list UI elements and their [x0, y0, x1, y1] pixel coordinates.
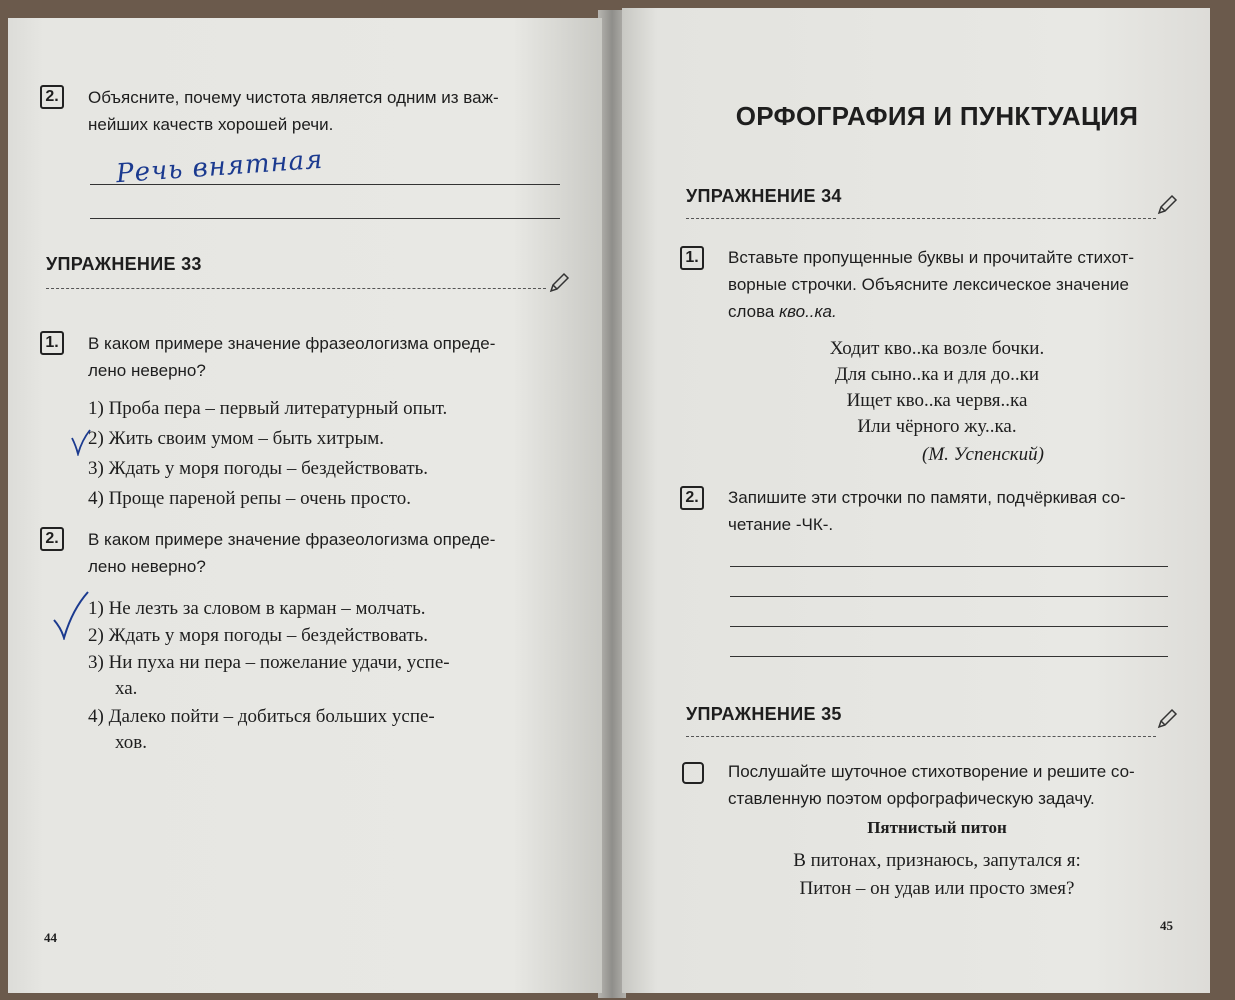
task-text-line: четание -ЧК-.: [728, 515, 834, 534]
page-number: 45: [1160, 918, 1173, 933]
poem: [712, 338, 1162, 442]
poem-line: Ходит кво..ка возле бочки.: [829, 338, 1045, 359]
poem-line: Питон – он удав или просто змея?: [799, 878, 1075, 899]
answer-option[interactable]: 2) Жить своим умом – быть хитрым.: [88, 428, 385, 449]
exercise-34-heading: УПРАЖНЕНИЕ 34: [686, 186, 842, 206]
answer-line[interactable]: [730, 626, 1168, 627]
task-text-line: Послушайте шуточное стихотворение и решите со-: [728, 762, 1135, 781]
heading-divider: [686, 218, 1156, 219]
answer-line[interactable]: [90, 218, 560, 219]
poem-line: В питонах, признаюсь, запутался я:: [793, 850, 1081, 871]
exercise-33-heading: УПРАЖНЕНИЕ 33: [46, 254, 202, 274]
task-text: [728, 244, 1198, 325]
answer-option-continuation: ха.: [115, 678, 138, 699]
answer-option[interactable]: 3) Ждать у моря погоды – бездействовать.: [88, 458, 429, 479]
answer-option[interactable]: 2) Ждать у моря погоды – бездействовать.: [88, 625, 429, 646]
task-text: [88, 330, 588, 384]
task-text-line: Объясните, почему чистота является одним из важ-: [88, 88, 499, 107]
pencil-icon: [548, 272, 570, 294]
check-mark-icon: [70, 428, 92, 456]
answer-option-continuation: хов.: [115, 732, 147, 753]
answer-option[interactable]: 1) Проба пера – первый литературный опыт.: [88, 398, 448, 419]
task-text-line: нейших качеств хорошей речи.: [88, 115, 334, 134]
right-page: [622, 8, 1210, 993]
handwritten-answer: Речь внятная: [115, 144, 325, 190]
answer-option[interactable]: 4) Проще пареной репы – очень просто.: [88, 488, 412, 509]
task-number-badge: 2.: [40, 527, 64, 551]
exercise-35-heading: УПРАЖНЕНИЕ 35: [686, 704, 842, 724]
task-text-line: ворные строчки. Объясните лексическое значение: [728, 275, 1129, 294]
task-text: [88, 84, 588, 138]
task-text: [728, 484, 1198, 538]
task-text-prefix: слова: [728, 302, 780, 321]
pencil-icon: [1156, 708, 1178, 730]
answer-line[interactable]: [730, 566, 1168, 567]
poem-title: Пятнистый питон: [867, 818, 1007, 837]
task-text-line: Вставьте пропущенные буквы и прочитайте стихот-: [728, 248, 1134, 267]
task-number-badge: 1.: [40, 331, 64, 355]
answer-line[interactable]: [730, 656, 1168, 657]
task-number-badge: 2.: [40, 85, 64, 109]
section-title: ОРФОГРАФИЯ И ПУНКТУАЦИЯ: [735, 101, 1139, 131]
task-text-line: ставленную поэтом орфографическую задачу.: [728, 789, 1095, 808]
task-text: [728, 758, 1198, 812]
answer-option[interactable]: 1) Не лезть за словом в карман – молчать.: [88, 598, 426, 619]
answer-line[interactable]: [730, 596, 1168, 597]
poem-author: (М. Успенский): [922, 444, 1044, 465]
check-mark-icon: [52, 590, 90, 640]
task-text-line: Запишите эти строчки по памяти, подчёркивая со-: [728, 488, 1126, 507]
task-text-line: В каком примере значение фразеологизма опреде-: [88, 334, 496, 353]
poem-line: Для сыно..ка и для до..ки: [834, 364, 1040, 385]
poem-line: Ищет кво..ка червя..ка: [846, 390, 1028, 411]
poem-line: Или чёрного жу..ка.: [857, 416, 1017, 437]
task-number-badge: 2.: [680, 486, 704, 510]
task-text-line: лено неверно?: [88, 361, 206, 380]
heading-divider: [46, 288, 546, 289]
task-text: [88, 526, 588, 580]
key-word: кво..ка.: [779, 302, 837, 321]
answer-option[interactable]: 3) Ни пуха ни пера – пожелание удачи, успе-: [88, 652, 450, 673]
poem: [712, 850, 1162, 906]
pencil-icon: [1156, 194, 1178, 216]
answer-line[interactable]: [90, 184, 560, 185]
task-checkbox[interactable]: [682, 762, 704, 784]
heading-divider: [686, 736, 1156, 737]
task-text-line: В каком примере значение фразеологизма опреде-: [88, 530, 496, 549]
task-text-line: [728, 298, 1198, 325]
answer-option[interactable]: 4) Далеко пойти – добиться больших успе-: [88, 706, 435, 727]
task-number-badge: 1.: [680, 246, 704, 270]
task-text-line: лено неверно?: [88, 557, 206, 576]
left-page: [8, 18, 602, 993]
page-number: 44: [44, 930, 57, 945]
